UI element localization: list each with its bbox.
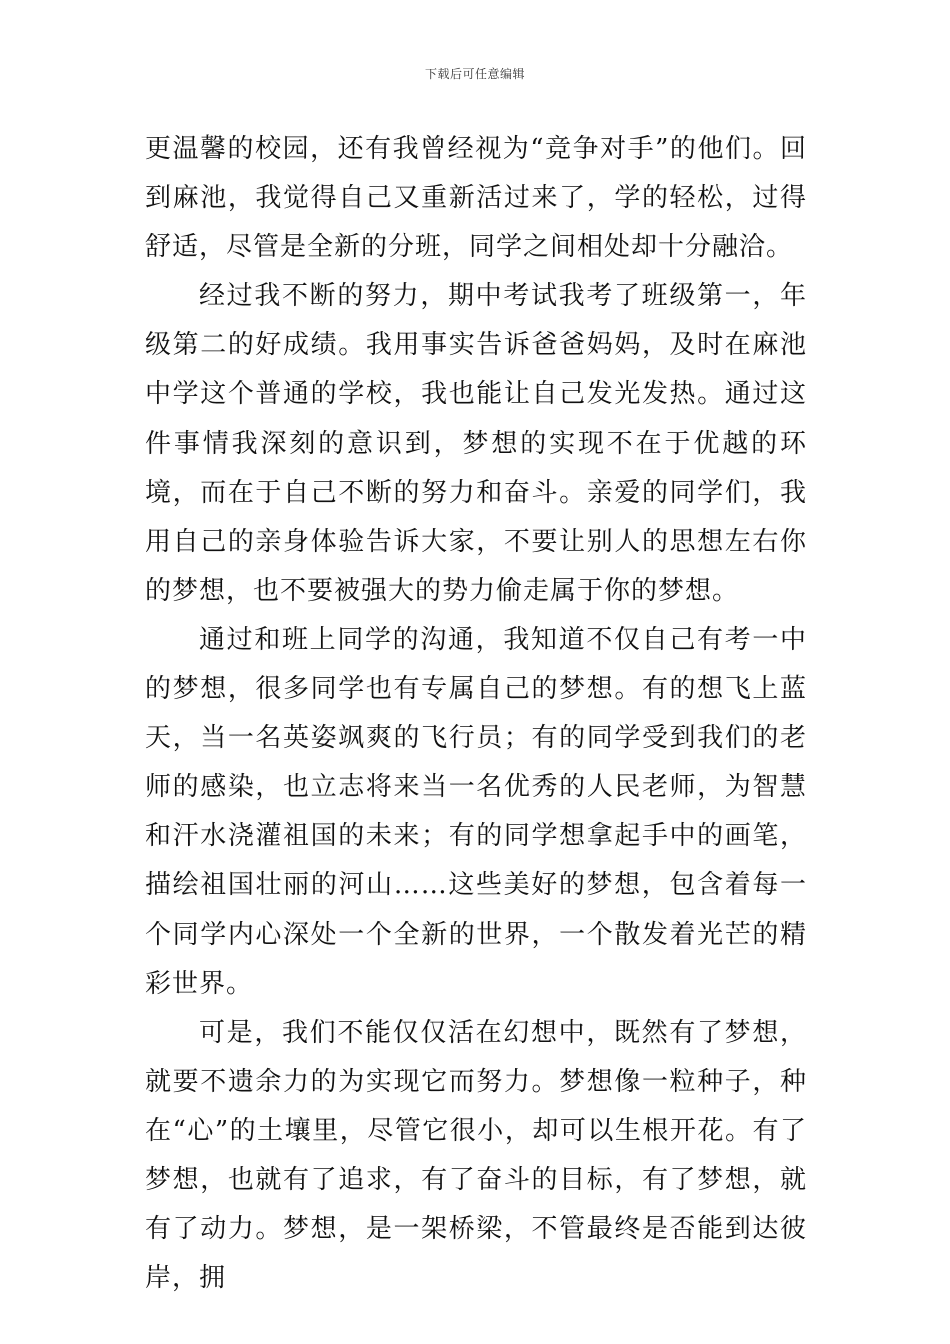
- paragraph-4: 可是，我们不能仅仅活在幻想中，既然有了梦想，就要不遗余力的为实现它而努力。梦想像一粒种子，种在“心”的土壤里，尽管它很小，却可以生根开花。有了梦想，也就有了追求，有了奋斗的目标，有了梦想，就有了动力。梦想，是一架桥梁，不管最终是否能到达彼岸，拥: [145, 1017, 807, 1294]
- paragraph-1: 更温馨的校园，还有我曾经视为“竞争对手”的他们。回到麻池，我觉得自己又重新活过来了，学的轻松，过得舒适，尽管是全新的分班，同学之间相处却十分融洽。: [145, 134, 807, 263]
- page-header: 下载后可任意编辑: [424, 67, 525, 81]
- paragraph-2: 经过我不断的努力，期中考试我考了班级第一，年级第二的好成绩。我用事实告诉爸爸妈妈，及时在麻池中学这个普通的学校，我也能让自己发光发热。通过这件事情我深刻的意识到，梦想的实现不在于优越的环境，而在于自己不断的努力和奋斗。亲爱的同学们，我用自己的亲身体验告诉大家，不要让别人的思想左右你的梦想，也不要被强大的势力偷走属于你的梦想。: [145, 281, 807, 606]
- paragraph-3: 通过和班上同学的沟通，我知道不仅自己有考一中的梦想，很多同学也有专属自己的梦想。有的想飞上蓝天，当一名英姿飒爽的飞行员；有的同学受到我们的老师的感染，也立志将来当一名优秀的人民老师，为智慧和汗水浇灌祖国的未来；有的同学想拿起手中的画笔，描绘祖国壮丽的河山……这些美好的梦想，包含着每一个同学内心深处一个全新的世界，一个散发着光芒的精彩世界。: [145, 624, 807, 999]
- document-body: [145, 125, 807, 1303]
